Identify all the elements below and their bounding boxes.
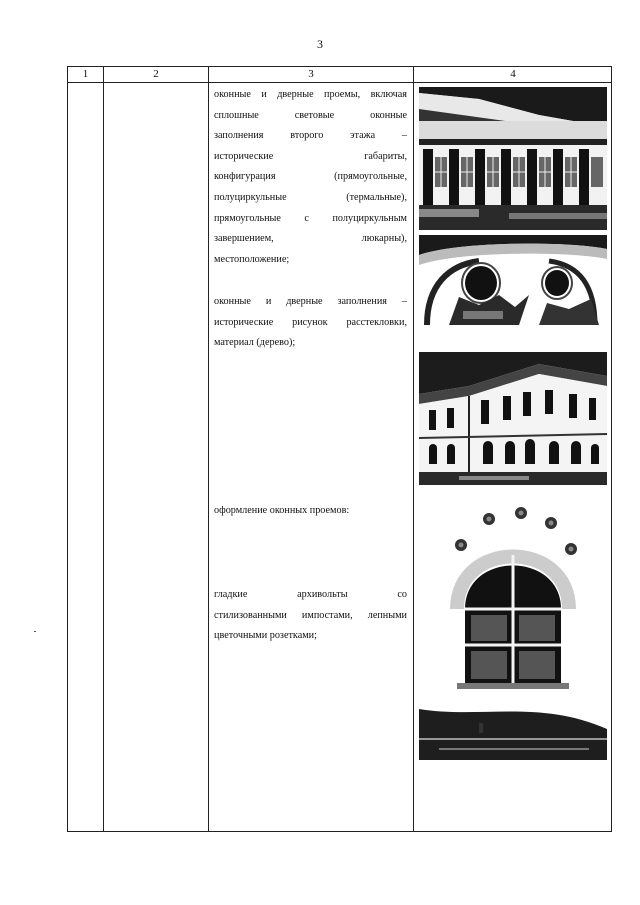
window-decoration-heading bbox=[214, 501, 407, 522]
content-table bbox=[67, 66, 612, 832]
corner-building-photo bbox=[419, 352, 607, 485]
column-divider bbox=[413, 67, 414, 831]
text-line: гладкие архивольты со bbox=[214, 589, 407, 600]
header-col-1: 1 bbox=[82, 68, 89, 80]
text-line: оконные и дверные заполнения – bbox=[214, 296, 407, 307]
header-col-2: 2 bbox=[153, 68, 159, 80]
column-divider bbox=[103, 67, 104, 831]
scan-speck bbox=[34, 631, 36, 632]
text-line: завершением, люкарны), bbox=[214, 233, 407, 245]
text-line: стилизованными импостами, лепными bbox=[214, 609, 407, 621]
archivolts-description bbox=[214, 585, 407, 647]
text-line: исторические рисунок расстекловки, bbox=[214, 316, 407, 328]
text-line: оформление оконных проемов: bbox=[214, 505, 350, 516]
arched-window-photo bbox=[419, 499, 607, 760]
text-line: сплошные световые оконные bbox=[214, 109, 407, 121]
text-line: заполнения второго этажа – bbox=[214, 130, 407, 142]
header-divider bbox=[68, 82, 611, 83]
window-fillings-description bbox=[214, 292, 407, 354]
header-col-4: 4 bbox=[510, 68, 516, 80]
text-line: материал (дерево); bbox=[214, 337, 296, 349]
text-line: цветочными розетками; bbox=[214, 630, 317, 642]
page-number: 3 bbox=[317, 37, 323, 51]
column-divider bbox=[208, 67, 209, 831]
windows-doors-description bbox=[214, 85, 407, 270]
text-line: прямоугольные с полуциркульным bbox=[214, 212, 407, 224]
text-line: исторические габариты, bbox=[214, 150, 407, 162]
text-line: оконные и дверные проемы, включая bbox=[214, 89, 407, 100]
round-windows-photo bbox=[419, 235, 607, 325]
text-line: местоположение; bbox=[214, 253, 290, 265]
colonnade-facade-photo bbox=[419, 87, 607, 230]
text-line: полуциркульные (термальные), bbox=[214, 191, 407, 203]
header-col-3: 3 bbox=[308, 68, 314, 80]
text-line: конфигурация (прямоугольные, bbox=[214, 171, 407, 183]
